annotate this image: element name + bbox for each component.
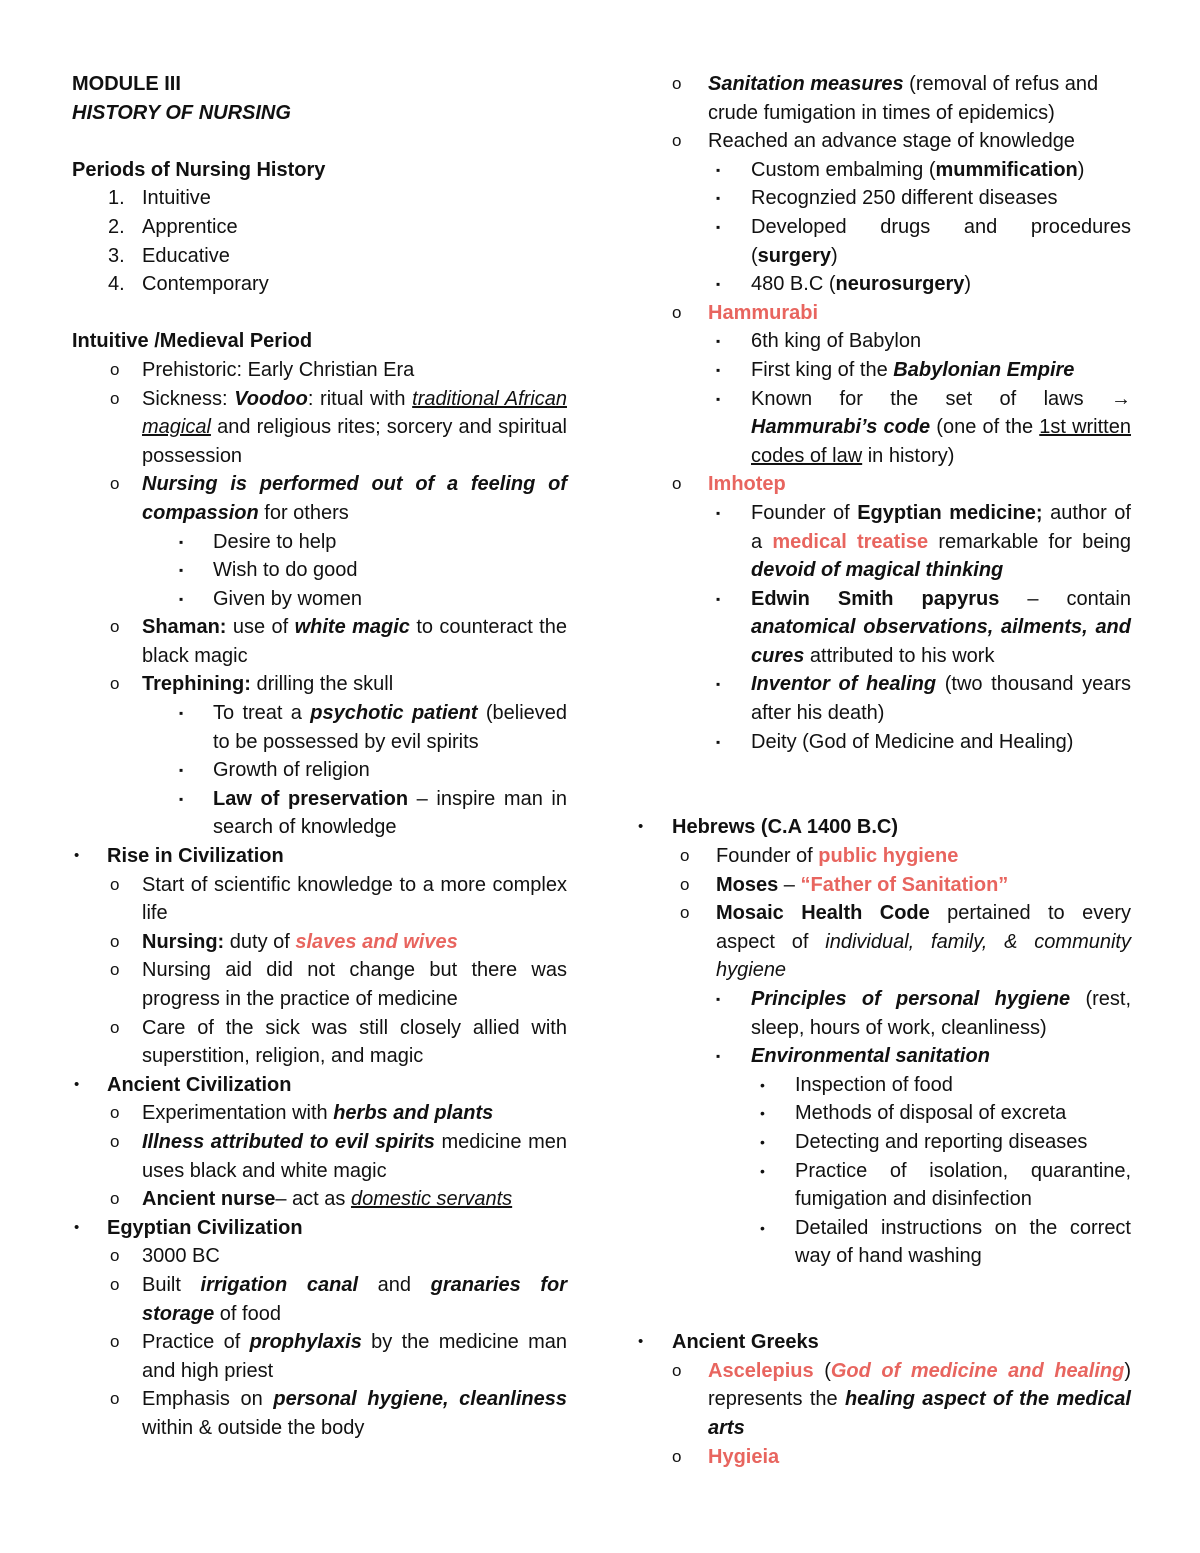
period-item: 1. Intuitive xyxy=(108,187,211,210)
circle-bullet-icon: o xyxy=(672,302,682,322)
right-column xyxy=(638,70,1132,1471)
square-bullet-icon: ▪ xyxy=(716,334,721,349)
document-title: HISTORY OF NURSING xyxy=(72,101,291,124)
list-item: o Mosaic Health Code pertained to every aspect of individual, family, & community hygiene xyxy=(668,899,1131,985)
list-item: o Sickness: Voodoo: ritual with traditional African magical and religious rites; sorcery and spiritual possession xyxy=(72,385,567,471)
square-bullet-icon: ▪ xyxy=(179,763,184,778)
circle-bullet-icon: o xyxy=(672,1360,682,1380)
dot-bullet-icon: • xyxy=(760,1076,765,1093)
dot-bullet-icon: • xyxy=(760,1219,765,1236)
periods-heading: Periods of Nursing History xyxy=(72,158,326,181)
disc-bullet-icon: • xyxy=(74,1075,80,1093)
circle-bullet-icon: o xyxy=(110,1017,120,1037)
circle-bullet-icon: o xyxy=(110,1332,120,1352)
list-item: ▪ Wish to do good xyxy=(72,556,567,585)
circle-bullet-icon: o xyxy=(110,1246,120,1266)
circle-bullet-icon: o xyxy=(672,1446,682,1466)
list-item: o Sanitation measures (removal of refus and crude fumigation in times of epidemics) xyxy=(668,70,1131,127)
list-item: ▪ Given by women xyxy=(72,585,567,614)
square-bullet-icon: ▪ xyxy=(179,534,184,549)
square-bullet-icon: ▪ xyxy=(716,992,721,1006)
circle-bullet-icon: o xyxy=(680,846,690,866)
square-bullet-icon: ▪ xyxy=(179,791,184,806)
square-bullet-icon: ▪ xyxy=(716,277,721,292)
square-bullet-icon: ▪ xyxy=(179,563,184,578)
disc-bullet-icon: • xyxy=(638,1333,644,1351)
list-item: ▪ 480 B.C (neurosurgery) xyxy=(668,270,1131,299)
list-item: o Start of scientific knowledge to a more complex life xyxy=(72,871,567,928)
period-item: 2. Apprentice xyxy=(108,215,238,238)
list-item: o Nursing is performed out of a feeling of compassion for others xyxy=(72,470,567,527)
square-bullet-icon: ▪ xyxy=(716,677,721,692)
list-item: • Methods of disposal of excreta xyxy=(668,1099,1131,1128)
list-item: o Shaman: use of white magic to counteract the black magic xyxy=(72,613,567,670)
circle-bullet-icon: o xyxy=(672,474,682,494)
disc-bullet-icon: • xyxy=(74,1218,80,1236)
list-item: o 3000 BC xyxy=(72,1242,567,1271)
list-item: ▪ Growth of religion xyxy=(72,756,567,785)
circle-bullet-icon: o xyxy=(672,131,682,151)
circle-bullet-icon: o xyxy=(110,931,120,951)
list-item: o Nursing aid did not change but there was progress in the practice of medicine xyxy=(72,956,567,1013)
circle-bullet-icon: o xyxy=(680,903,690,923)
circle-bullet-icon: o xyxy=(110,960,120,980)
list-item: ▪ To treat a psychotic patient (believed to be possessed by evil spirits xyxy=(72,699,567,756)
list-item: • Inspection of food xyxy=(668,1071,1131,1100)
list-item: ▪ Environmental sanitation xyxy=(668,1042,1131,1071)
circle-bullet-icon: o xyxy=(110,617,120,637)
circle-bullet-icon: o xyxy=(110,1131,120,1151)
circle-bullet-icon: o xyxy=(680,874,690,894)
square-bullet-icon: ▪ xyxy=(716,162,721,177)
list-item: ▪ Principles of personal hygiene (rest, sleep, hours of work, cleanliness) xyxy=(668,985,1131,1042)
square-bullet-icon: ▪ xyxy=(716,391,721,406)
left-column xyxy=(72,70,567,1443)
list-item: ▪ Deity (God of Medicine and Healing) xyxy=(668,728,1131,757)
list-item: • Detailed instructions on the correct way of hand washing xyxy=(668,1214,1131,1271)
list-item: o Hygieia xyxy=(668,1443,1131,1472)
disc-bullet-icon: • xyxy=(638,818,644,836)
list-item: o Trephining: drilling the skull xyxy=(72,670,567,699)
square-bullet-icon: ▪ xyxy=(179,706,184,721)
intuitive-heading: Intuitive /Medieval Period xyxy=(72,330,313,353)
list-item: ▪ Inventor of healing (two thousand years after his death) xyxy=(668,670,1131,727)
square-bullet-icon: ▪ xyxy=(716,191,721,206)
section-heading: • Hebrews (C.A 1400 B.C) xyxy=(668,813,1131,842)
list-item: o Ancient nurse– act as domestic servants xyxy=(72,1185,567,1214)
dot-bullet-icon: • xyxy=(760,1133,765,1150)
list-item: o Prehistoric: Early Christian Era xyxy=(72,356,567,385)
list-item: o Imhotep xyxy=(668,470,1131,499)
square-bullet-icon: ▪ xyxy=(716,734,721,749)
list-item: • Detecting and reporting diseases xyxy=(668,1128,1131,1157)
list-item: o Emphasis on personal hygiene, cleanliness within & outside the body xyxy=(72,1385,567,1442)
list-item: o Built irrigation canal and granaries for storage of food xyxy=(72,1271,567,1328)
circle-bullet-icon: o xyxy=(110,1103,120,1123)
list-item: o Practice of prophylaxis by the medicine man and high priest xyxy=(72,1328,567,1385)
list-item: ▪ Desire to help xyxy=(72,528,567,557)
list-item: o Experimentation with herbs and plants xyxy=(72,1099,567,1128)
circle-bullet-icon: o xyxy=(110,1389,120,1409)
period-item: 4. Contemporary xyxy=(108,273,269,296)
list-item: ▪ Recognzied 250 different diseases xyxy=(668,184,1131,213)
list-item: o Hammurabi xyxy=(668,299,1131,328)
list-item: ▪ Founder of Egyptian medicine; author of a medical treatise remarkable for being devoid of magical thinking xyxy=(668,499,1131,585)
circle-bullet-icon: o xyxy=(110,359,120,379)
list-item: o Illness attributed to evil spirits medicine men uses black and white magic xyxy=(72,1128,567,1185)
square-bullet-icon: ▪ xyxy=(716,362,721,377)
list-item: ▪ First king of the Babylonian Empire xyxy=(668,356,1131,385)
section-heading: • Egyptian Civilization xyxy=(72,1214,567,1243)
module-label: MODULE III xyxy=(72,73,181,95)
list-item: ▪ Edwin Smith papyrus – contain anatomical observations, ailments, and cures attributed to his work xyxy=(668,585,1131,671)
list-item: ▪ Developed drugs and procedures (surgery) xyxy=(668,213,1131,270)
square-bullet-icon: ▪ xyxy=(179,591,184,606)
circle-bullet-icon: o xyxy=(110,674,120,694)
period-item: 3. Educative xyxy=(108,244,230,267)
list-item: o Ascelepius (God of medicine and healing) represents the healing aspect of the medical arts xyxy=(668,1357,1131,1443)
circle-bullet-icon: o xyxy=(110,1189,120,1209)
dot-bullet-icon: • xyxy=(760,1162,765,1179)
dot-bullet-icon: • xyxy=(760,1105,765,1122)
section-heading: • Rise in Civilization xyxy=(72,842,567,871)
list-item: ▪ Custom embalming (mummification) xyxy=(668,156,1131,185)
list-item: o Reached an advance stage of knowledge xyxy=(668,127,1131,156)
circle-bullet-icon: o xyxy=(110,1274,120,1294)
circle-bullet-icon: o xyxy=(672,74,682,93)
list-item: o Care of the sick was still closely allied with superstition, religion, and magic xyxy=(72,1014,567,1071)
section-heading: • Ancient Greeks xyxy=(668,1328,1131,1357)
list-item: o Moses – “Father of Sanitation” xyxy=(668,871,1131,900)
list-item: • Practice of isolation, quarantine, fumigation and disinfection xyxy=(668,1157,1131,1214)
list-item: o Nursing: duty of slaves and wives xyxy=(72,928,567,957)
circle-bullet-icon: o xyxy=(110,388,120,408)
list-item: o Founder of public hygiene xyxy=(668,842,1131,871)
list-item: ▪ Law of preservation – inspire man in search of knowledge xyxy=(72,785,567,842)
list-item: ▪ Known for the set of laws → Hammurabi’s code (one of the 1st written codes of law in history) xyxy=(668,385,1131,471)
disc-bullet-icon: • xyxy=(74,847,80,865)
circle-bullet-icon: o xyxy=(110,474,120,494)
list-item: ▪ 6th king of Babylon xyxy=(668,327,1131,356)
square-bullet-icon: ▪ xyxy=(716,591,721,606)
circle-bullet-icon: o xyxy=(110,874,120,894)
square-bullet-icon: ▪ xyxy=(716,1049,721,1064)
square-bullet-icon: ▪ xyxy=(716,219,721,234)
square-bullet-icon: ▪ xyxy=(716,505,721,520)
section-heading: • Ancient Civilization xyxy=(72,1071,567,1100)
